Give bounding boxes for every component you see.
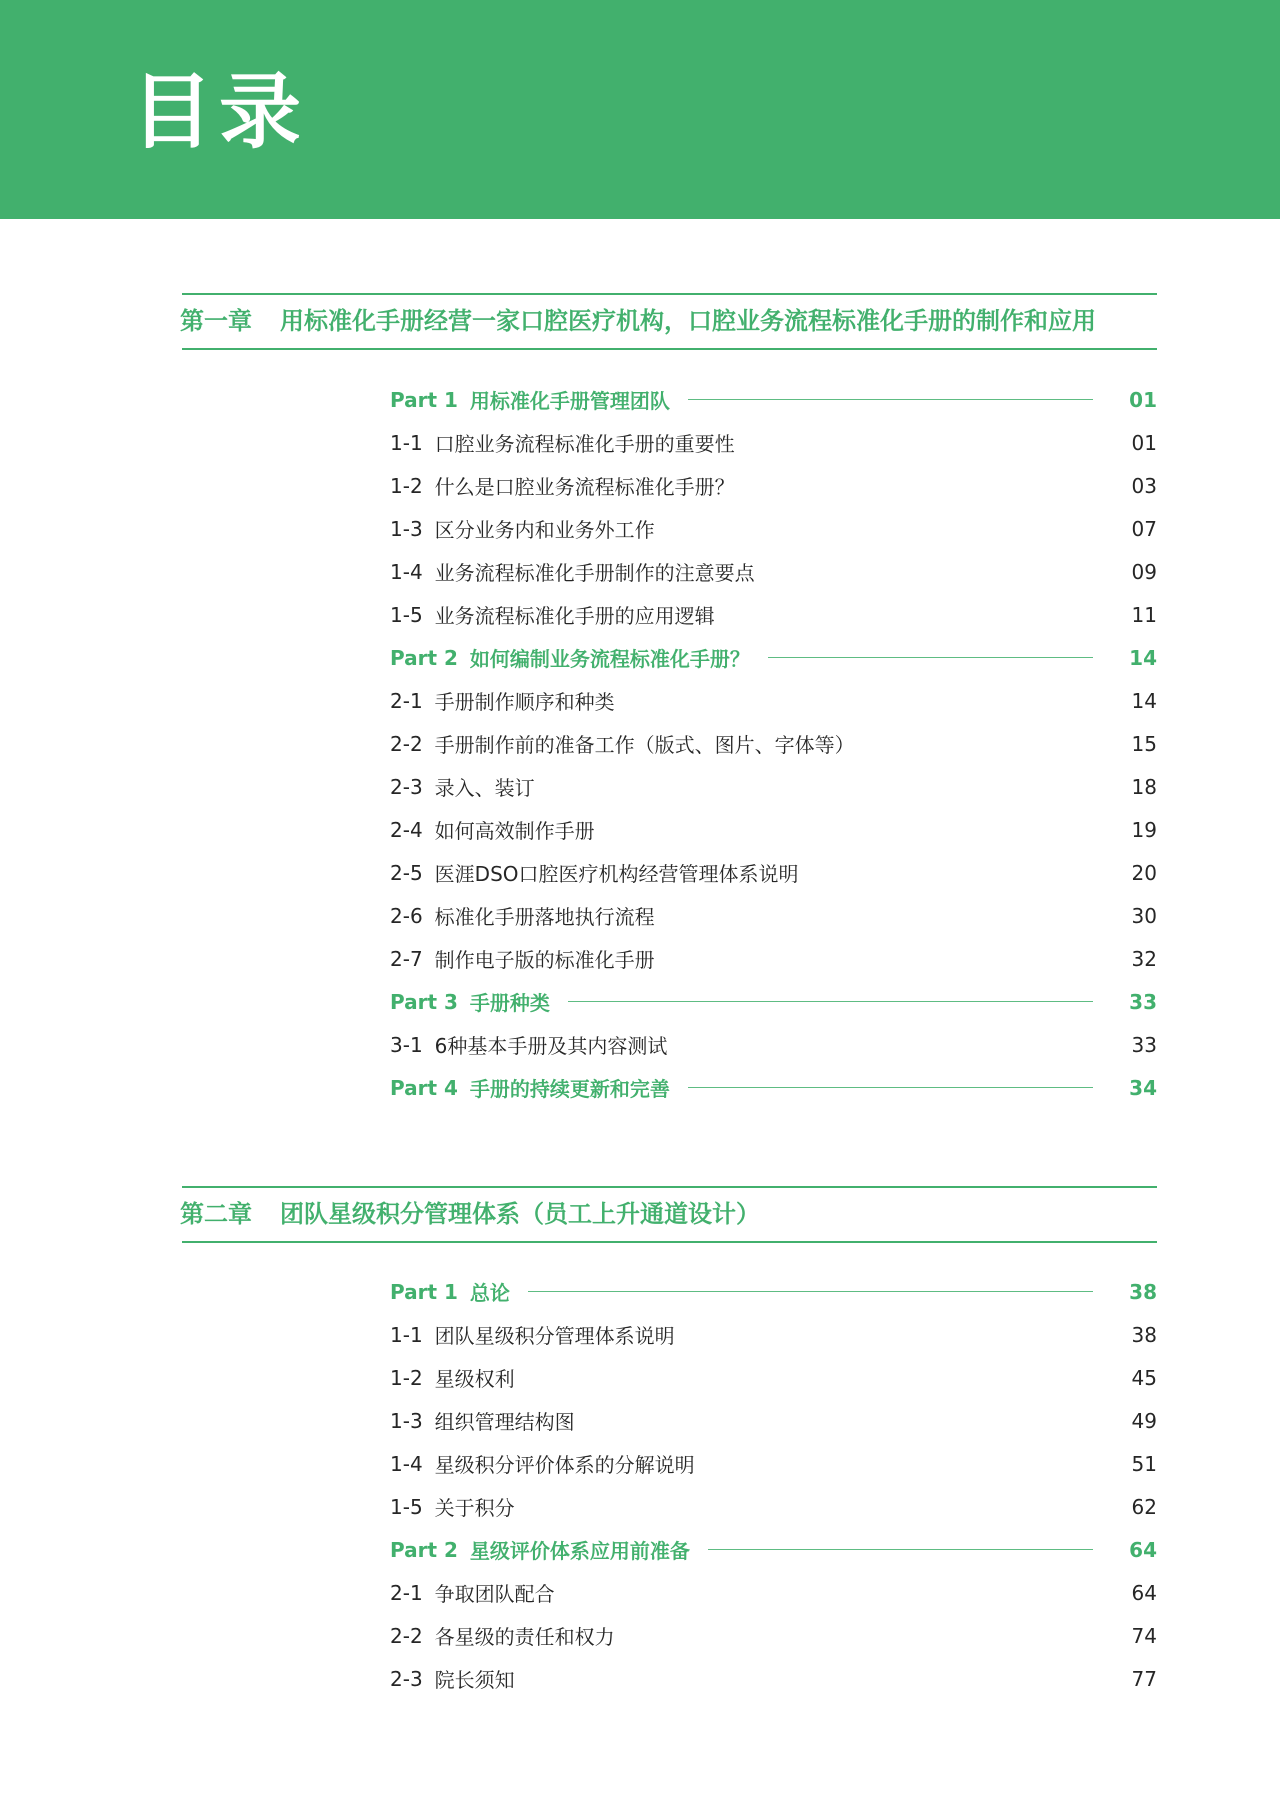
toc-entry-title: 手册的持续更新和完善: [469, 1077, 670, 1101]
toc-page-number: 15: [1131, 731, 1157, 756]
toc-entry-title: 组织管理结构图: [434, 1410, 575, 1434]
leader-line: [568, 1001, 1093, 1002]
toc-page-number: 32: [1131, 946, 1157, 971]
toc-entry-number: 2-6: [390, 903, 423, 928]
toc-page-number: 51: [1131, 1451, 1157, 1476]
toc-entry-number: 1-4: [390, 1451, 423, 1476]
toc-part-row[interactable]: [390, 1270, 1157, 1313]
toc-page-number: 64: [1131, 1580, 1157, 1605]
toc-page-number: 14: [1129, 645, 1157, 670]
toc-entry-number: 2-3: [390, 774, 423, 799]
toc-part-row[interactable]: [390, 980, 1157, 1023]
toc-page-number: 74: [1131, 1623, 1157, 1648]
toc-entry-title: 标准化手册落地执行流程: [434, 905, 655, 929]
toc-entry-number: 1-2: [390, 1365, 423, 1390]
toc-entry-title: 什么是口腔业务流程标准化手册？: [434, 475, 735, 499]
toc-entry-number: 2-4: [390, 817, 423, 842]
toc-page-number: 34: [1129, 1075, 1157, 1100]
toc-entry-title: 如何编制业务流程标准化手册？: [469, 647, 750, 671]
toc-entry-row[interactable]: [390, 507, 1157, 550]
toc-entry-title: 如何高效制作手册: [434, 819, 595, 843]
toc-entry-title: 院长须知: [434, 1668, 515, 1692]
leader-line: [688, 399, 1093, 400]
toc-entry-number: 1-5: [390, 602, 423, 627]
toc-entry-row[interactable]: [390, 1442, 1157, 1485]
toc-page-number: 07: [1131, 516, 1157, 541]
toc-page-number: 11: [1131, 602, 1157, 627]
toc-entry-title: 区分业务内和业务外工作: [434, 518, 655, 542]
toc-part-row[interactable]: [390, 1528, 1157, 1571]
toc-entry-title: 关于积分: [434, 1496, 515, 1520]
chapter-1-heading: [182, 293, 1157, 350]
chapter-2-heading: [182, 1186, 1157, 1243]
toc-entry-number: 1-2: [390, 473, 423, 498]
chapter-number: 第二章: [180, 1200, 252, 1228]
chapter-title: 团队星级积分管理体系（员工上升通道设计）: [280, 1200, 760, 1228]
toc-entry-row[interactable]: [390, 1023, 1157, 1066]
header-band: [0, 0, 1280, 219]
toc-entry-row[interactable]: [390, 1356, 1157, 1399]
toc-page-number: 01: [1131, 430, 1157, 455]
toc-page-number: 14: [1131, 688, 1157, 713]
chapter-title: 用标准化手册经营一家口腔医疗机构，口腔业务流程标准化手册的制作和应用: [280, 307, 1096, 335]
toc-entry-number: 1-1: [390, 430, 423, 455]
toc-entry-number: 2-2: [390, 1623, 423, 1648]
toc-entry-title: 医涯DSO口腔医疗机构经营管理体系说明: [434, 862, 799, 886]
leader-line: [528, 1291, 1093, 1292]
leader-line: [708, 1549, 1093, 1550]
toc-entry-row[interactable]: [390, 679, 1157, 722]
toc-page-number: 64: [1129, 1537, 1157, 1562]
toc-entry-row[interactable]: [390, 1485, 1157, 1528]
toc-page-number: 77: [1131, 1666, 1157, 1691]
toc-page-number: 38: [1129, 1279, 1157, 1304]
toc-page-number: 33: [1129, 989, 1157, 1014]
toc-entry-number: 2-5: [390, 860, 423, 885]
leader-line: [768, 657, 1093, 658]
toc-entry-title: 各星级的责任和权力: [434, 1625, 615, 1649]
toc-entry-number: 2-3: [390, 1666, 423, 1691]
toc-entry-title: 手册制作前的准备工作（版式、图片、字体等）: [434, 733, 855, 757]
toc-entry-title: 总论: [469, 1281, 510, 1305]
toc-entry-number: Part 2: [390, 645, 458, 670]
toc-entry-title: 业务流程标准化手册的应用逻辑: [434, 604, 715, 628]
toc-entry-row[interactable]: [390, 894, 1157, 937]
toc-entry-title: 业务流程标准化手册制作的注意要点: [434, 561, 755, 585]
toc-entry-row[interactable]: [390, 593, 1157, 636]
toc-page-number: 03: [1131, 473, 1157, 498]
toc-entry-row[interactable]: [390, 1571, 1157, 1614]
toc-entry-number: 2-2: [390, 731, 423, 756]
toc-entry-title: 星级积分评价体系的分解说明: [434, 1453, 695, 1477]
toc-entry-title: 制作电子版的标准化手册: [434, 948, 655, 972]
toc-part-row[interactable]: [390, 378, 1157, 421]
toc-page-number: 09: [1131, 559, 1157, 584]
toc-entry-title: 团队星级积分管理体系说明: [434, 1324, 675, 1348]
toc-entry-row[interactable]: [390, 765, 1157, 808]
toc-page-number: 38: [1131, 1322, 1157, 1347]
toc-page-number: 33: [1131, 1032, 1157, 1057]
toc-entry-title: 用标准化手册管理团队: [469, 389, 670, 413]
chapter-2-toc: [390, 1270, 1157, 1700]
toc-entry-title: 星级权利: [434, 1367, 515, 1391]
toc-entry-row[interactable]: [390, 1614, 1157, 1657]
toc-entry-row[interactable]: [390, 421, 1157, 464]
toc-entry-number: 2-7: [390, 946, 423, 971]
chapter-1-toc: [390, 378, 1157, 1109]
toc-page-number: 18: [1131, 774, 1157, 799]
toc-entry-number: Part 1: [390, 387, 458, 412]
toc-entry-row[interactable]: [390, 937, 1157, 980]
toc-entry-row[interactable]: [390, 722, 1157, 765]
toc-part-row[interactable]: [390, 1066, 1157, 1109]
toc-entry-number: 2-1: [390, 688, 423, 713]
toc-entry-number: Part 3: [390, 989, 458, 1014]
toc-entry-row[interactable]: [390, 464, 1157, 507]
toc-entry-number: Part 4: [390, 1075, 458, 1100]
toc-entry-title: 星级评价体系应用前准备: [469, 1539, 690, 1563]
toc-entry-title: 口腔业务流程标准化手册的重要性: [434, 432, 735, 456]
toc-entry-row[interactable]: [390, 851, 1157, 894]
toc-entry-number: Part 1: [390, 1279, 458, 1304]
toc-page-number: 01: [1129, 387, 1157, 412]
toc-entry-title: 6种基本手册及其内容测试: [434, 1034, 668, 1058]
toc-entry-row[interactable]: [390, 1657, 1157, 1700]
toc-entry-number: 1-1: [390, 1322, 423, 1347]
toc-page-number: 45: [1131, 1365, 1157, 1390]
toc-entry-number: 1-3: [390, 516, 423, 541]
toc-page-number: 62: [1131, 1494, 1157, 1519]
toc-page-number: 19: [1131, 817, 1157, 842]
toc-entry-title: 手册制作顺序和种类: [434, 690, 615, 714]
toc-entry-row[interactable]: [390, 1313, 1157, 1356]
toc-part-row[interactable]: [390, 636, 1157, 679]
toc-entry-number: 1-4: [390, 559, 423, 584]
chapter-number: 第一章: [180, 307, 252, 335]
page-title: 目录: [131, 65, 308, 160]
toc-entry-title: 录入、装订: [434, 776, 535, 800]
toc-entry-row[interactable]: [390, 808, 1157, 851]
toc-entry-number: 3-1: [390, 1032, 423, 1057]
toc-page-number: 20: [1131, 860, 1157, 885]
leader-line: [688, 1087, 1093, 1088]
toc-entry-number: Part 2: [390, 1537, 458, 1562]
toc-page-number: 49: [1131, 1408, 1157, 1433]
toc-entry-number: 1-5: [390, 1494, 423, 1519]
toc-entry-row[interactable]: [390, 550, 1157, 593]
toc-entry-number: 1-3: [390, 1408, 423, 1433]
toc-entry-row[interactable]: [390, 1399, 1157, 1442]
toc-entry-title: 手册种类: [469, 991, 550, 1015]
toc-page-number: 30: [1131, 903, 1157, 928]
toc-entry-number: 2-1: [390, 1580, 423, 1605]
toc-entry-title: 争取团队配合: [434, 1582, 555, 1606]
